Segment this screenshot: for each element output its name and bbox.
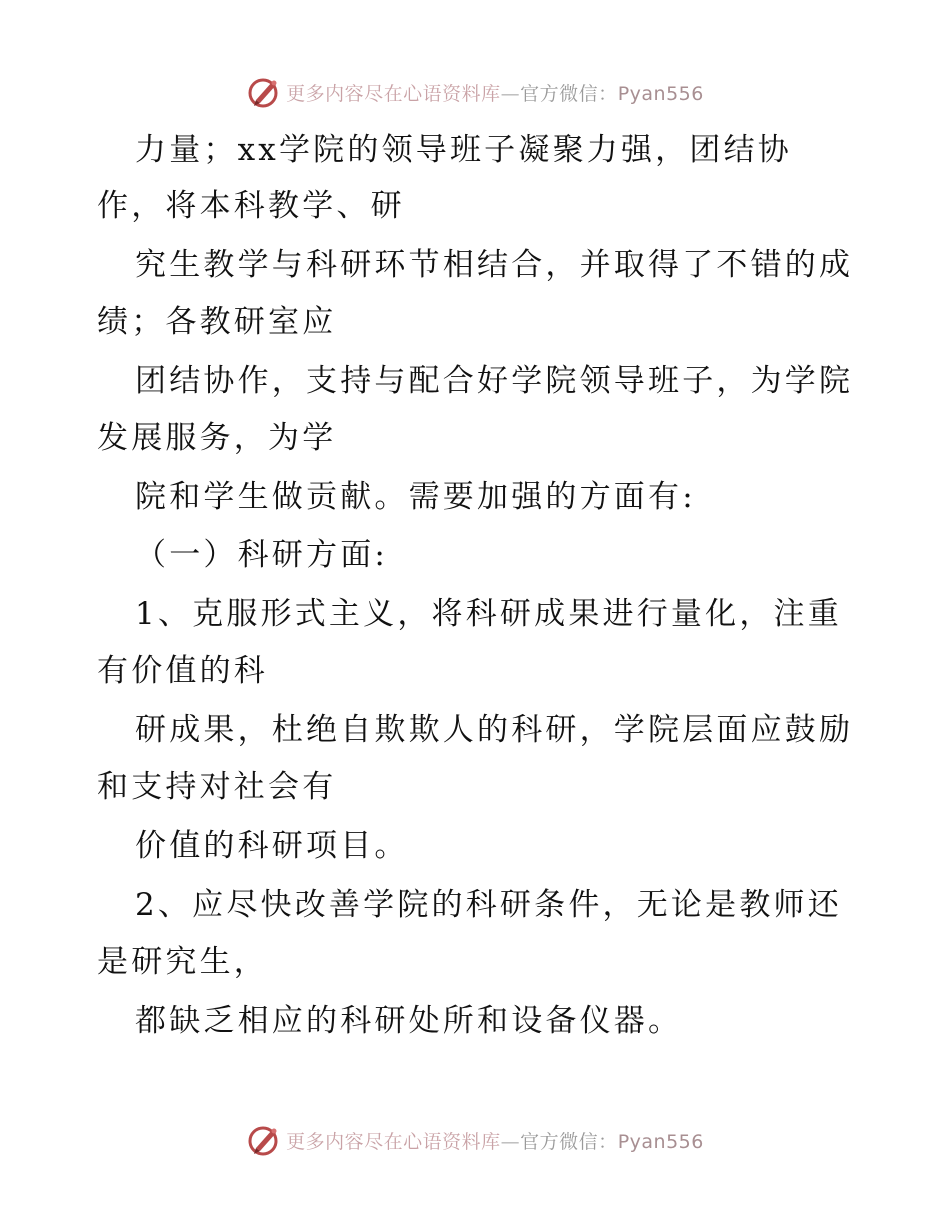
text-line: 力量；xx学院的领导班子凝聚力强，团结协 xyxy=(135,132,792,168)
watermark-prefix: 更多内容尽在心语资料库 xyxy=(286,1130,501,1153)
text-line: 2、应尽快改善学院的科研条件，无论是教师还 xyxy=(135,887,842,923)
text-line: 有价值的科 xyxy=(97,653,268,689)
watermark-wechat-id: Pyan556 xyxy=(617,82,704,105)
watermark-dash: — xyxy=(500,1130,521,1153)
text-line: 都缺乏相应的科研处所和设备仪器。 xyxy=(135,1003,683,1039)
pen-logo-icon xyxy=(246,74,282,110)
watermark-text xyxy=(286,79,704,106)
text-line: 作，将本科教学、研 xyxy=(97,188,405,224)
text-line: 研成果，杜绝自欺欺人的科研，学院层面应鼓励 xyxy=(135,712,854,748)
text-line: 和支持对社会有 xyxy=(97,769,337,805)
text-line: 究生教学与科研环节相结合，并取得了不错的成 xyxy=(135,247,854,283)
text-line: 1、克服形式主义，将科研成果进行量化，注重 xyxy=(135,596,842,632)
watermark-dash: — xyxy=(500,82,521,105)
header-watermark xyxy=(0,72,950,112)
watermark-wechat-id: Pyan556 xyxy=(617,1130,704,1153)
text-line: 价值的科研项目。 xyxy=(135,828,409,864)
text-line: 绩；各教研室应 xyxy=(97,304,337,340)
text-line: 团结协作，支持与配合好学院领导班子，为学院 xyxy=(135,363,854,399)
text-line: 院和学生做贡献。需要加强的方面有: xyxy=(135,479,696,515)
text-line: 发展服务，为学 xyxy=(97,420,337,456)
text-line: 是研究生， xyxy=(97,944,268,980)
watermark-wechat-label: 官方微信： xyxy=(520,82,618,105)
watermark-prefix: 更多内容尽在心语资料库 xyxy=(286,82,501,105)
watermark-wechat-label: 官方微信： xyxy=(520,1130,618,1153)
watermark-text xyxy=(286,1127,704,1154)
section-heading: （一）科研方面: xyxy=(135,537,389,573)
pen-logo-icon xyxy=(246,1122,282,1158)
footer-watermark xyxy=(0,1120,950,1160)
